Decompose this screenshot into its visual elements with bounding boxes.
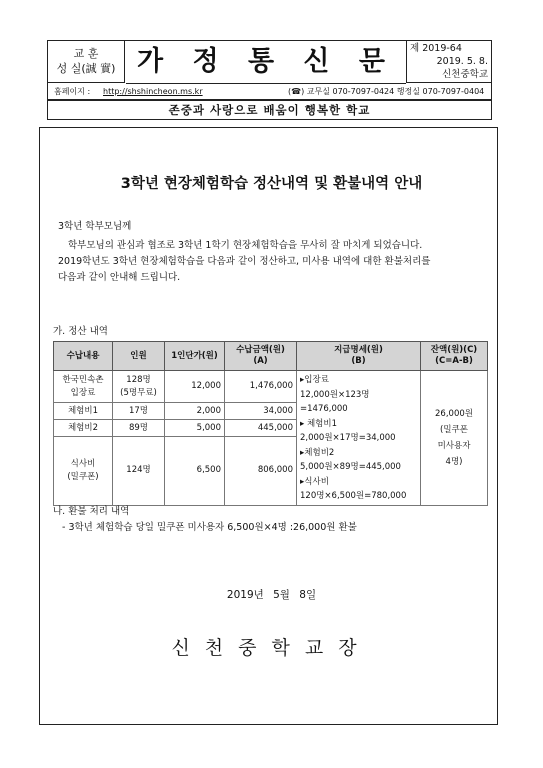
school-name: 신천중학교 <box>442 69 488 80</box>
row-item: 체험비2 <box>54 420 113 437</box>
school-slogan: 존중과 사랑으로 배움이 행복한 학교 <box>47 100 492 120</box>
homepage-link[interactable]: http://shshincheon.ms.kr <box>103 87 203 96</box>
table-row <box>54 371 488 403</box>
balance-line: 4명) <box>445 456 463 467</box>
row-item: 식사비 (밀쿠폰) <box>54 437 113 505</box>
refund-line: - 3학년 체험학습 당일 밀쿠폰 미사용자 6,500원×4명 :26,000원 환불 <box>62 522 357 533</box>
col-header: 1인단가(원) <box>165 342 225 371</box>
motto-value: 성 실(誠 實) <box>56 62 116 75</box>
col-header: 잔액(원)(C) (C=A-B) <box>421 342 488 371</box>
issue-date-footer: 2019년 5월 8일 <box>226 589 317 601</box>
row-amount: 445,000 <box>225 420 297 437</box>
row-item: 체험비1 <box>54 403 113 420</box>
row-unit-price: 6,500 <box>165 437 225 505</box>
school-motto-box <box>48 41 125 83</box>
row-count: 124명 <box>113 437 165 505</box>
balance-line: 미사용자 <box>437 440 471 451</box>
table-header-row <box>54 342 488 371</box>
row-amount: 806,000 <box>225 437 297 505</box>
balance-cell <box>421 371 488 506</box>
settlement-table <box>53 341 488 506</box>
col-header: 지급명세(원) (B) <box>297 342 421 371</box>
document-title: 3학년 현장체험학습 정산내역 및 환불내역 안내 <box>120 176 423 192</box>
detail-line: ▸체험비2 <box>300 447 335 458</box>
row-unit-price: 2,000 <box>165 403 225 420</box>
issue-date: 2019. 5. 8. <box>436 56 488 67</box>
payment-details <box>297 371 421 506</box>
issue-info-box <box>406 41 491 83</box>
row-amount: 1,476,000 <box>225 371 297 403</box>
detail-line: 2,000원×17명=34,000 <box>300 433 396 443</box>
row-unit-price: 12,000 <box>165 371 225 403</box>
row-count: 128명 (5명무료) <box>113 371 165 403</box>
body-line: 2019학년도 3학년 현장체험학습을 다음과 같이 정산하고, 미사용 내역에 대한 환불처리를 <box>58 256 431 267</box>
principal-signature: 신천중학교장 <box>171 637 372 659</box>
newsletter-title: 가 정 통 신 문 <box>126 41 406 84</box>
col-header: 수납금액(원) (A) <box>225 342 297 371</box>
balance-line: (밀쿠폰 <box>440 424 468 435</box>
body-paragraph <box>58 238 498 286</box>
col-header: 인원 <box>113 342 165 371</box>
greeting: 3학년 학부모님께 <box>58 221 132 232</box>
phone-numbers: (☎) 교무실 070-7097-0424 행정실 070-7097-0404 <box>288 87 485 96</box>
body-line: 다음과 같이 안내해 드립니다. <box>58 272 181 283</box>
section-a-heading: 가. 정산 내역 <box>53 326 108 337</box>
col-header: 수납내용 <box>54 342 113 371</box>
homepage-label: 홈페이지 : <box>54 87 91 96</box>
row-unit-price: 5,000 <box>165 420 225 437</box>
row-count: 17명 <box>113 403 165 420</box>
detail-line: ▸입장료 <box>300 375 329 385</box>
row-amount: 34,000 <box>225 403 297 420</box>
body-line: 학부모님의 관심과 협조로 3학년 1학기 현장체험학습을 무사히 잘 마치게 되었습니다. <box>68 240 423 251</box>
balance-line: 26,000원 <box>435 408 473 419</box>
detail-line: 12,000원×123명=1476,000 <box>300 389 370 414</box>
detail-line: ▸ 체험비1 <box>300 418 338 429</box>
motto-label: 교 훈 <box>73 47 99 60</box>
detail-line: 5,000원×89명=445,000 <box>300 462 401 472</box>
row-count: 89명 <box>113 420 165 437</box>
newsletter-header <box>47 40 492 100</box>
row-item: 한국민속촌 입장료 <box>54 371 113 403</box>
detail-line: ▸식사비 <box>300 476 329 487</box>
issue-number: 제 2019-64 <box>410 43 462 54</box>
detail-line: 120명×6,500원=780,000 <box>300 491 407 501</box>
contact-bar <box>48 84 491 99</box>
section-b-heading: 나. 환불 처리 내역 <box>53 506 130 517</box>
